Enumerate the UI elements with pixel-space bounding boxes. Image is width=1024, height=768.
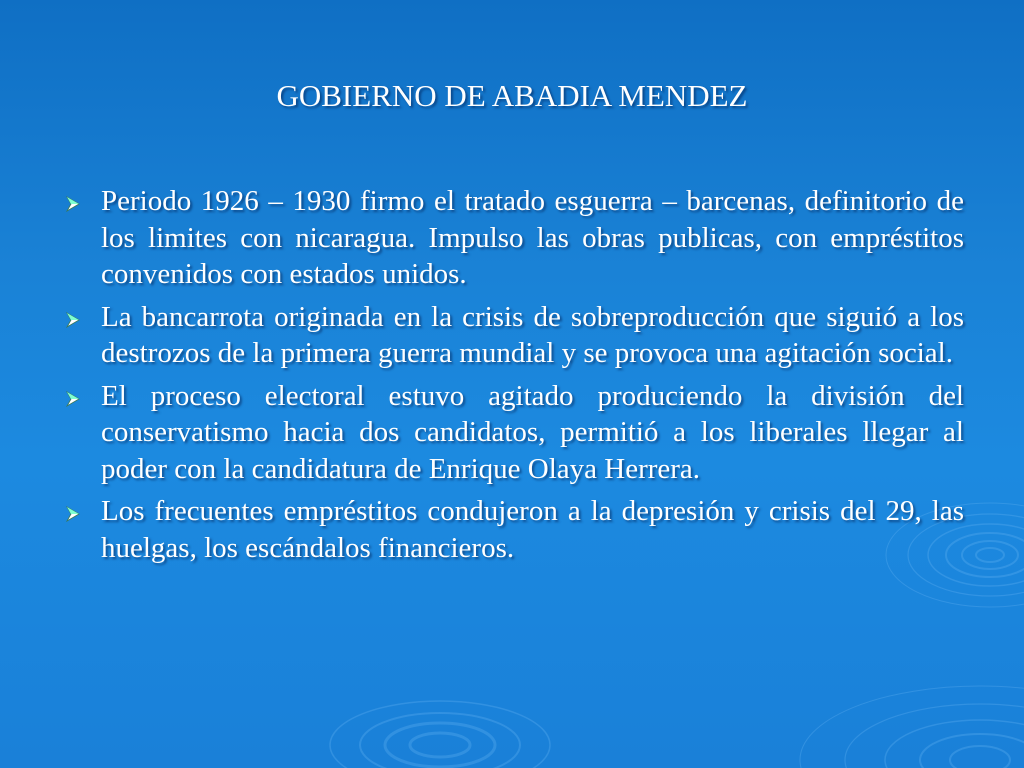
slide-title: GOBIERNO DE ABADIA MENDEZ <box>276 78 748 113</box>
bullet-text: El proceso electoral estuvo agitado produciendo la división del conservatismo hacia dos candidatos, permitió a los liberales llegar al poder con la candidatura de Enrique Olaya Herrera. <box>101 379 964 485</box>
bullet-text: Los frecuentes empréstitos condujeron a la depresión y crisis del 29, las huelgas, los escándalos financieros. <box>101 495 964 564</box>
bullet-item <box>62 299 964 372</box>
bullet-item <box>62 378 964 488</box>
chevron-arrow-icon <box>65 312 81 328</box>
bullet-list <box>62 183 964 572</box>
chevron-arrow-icon <box>65 506 81 522</box>
bullet-text: Periodo 1926 – 1930 firmo el tratado esguerra – barcenas, definitorio de los limites con nicaragua. Impulso las obras publicas, con empréstitos convenidos con estados unidos. <box>101 185 964 290</box>
bullet-item <box>62 183 964 293</box>
bullet-item <box>62 493 964 566</box>
chevron-arrow-icon <box>65 196 81 212</box>
chevron-arrow-icon <box>65 391 81 407</box>
bullet-text: La bancarrota originada en la crisis de sobreproducción que siguió a los destrozos de la primera guerra mundial y se provoca una agitación social. <box>101 300 964 369</box>
